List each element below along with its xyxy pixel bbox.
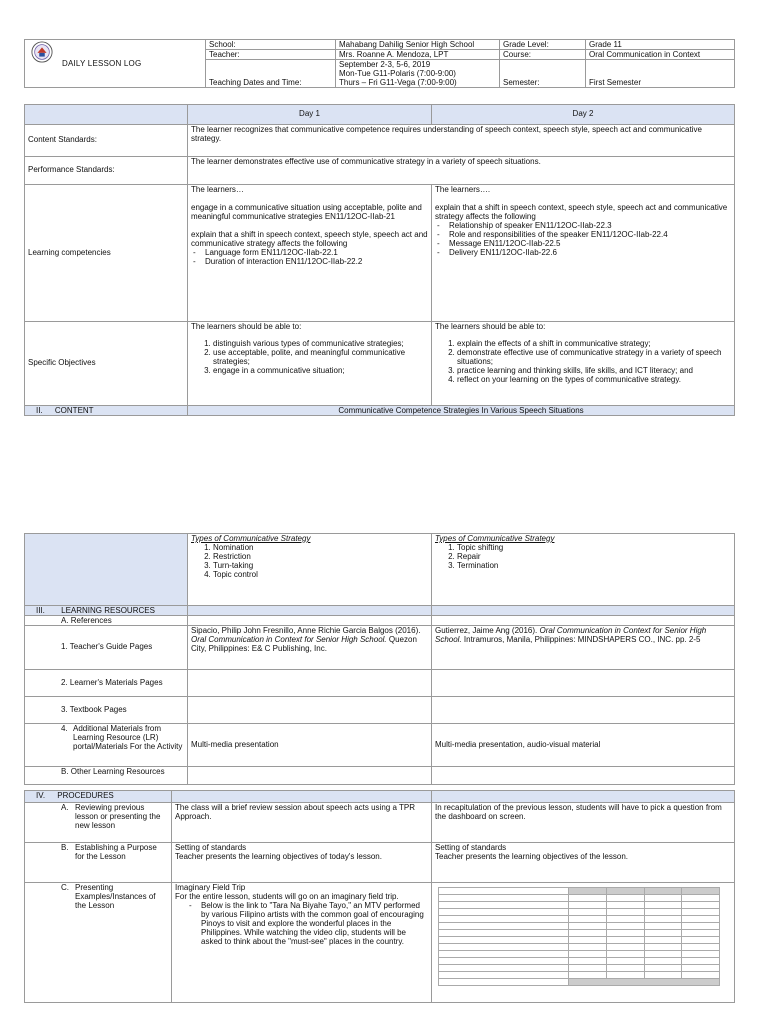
school-value: Mahabang Dahilig Senior High School	[336, 40, 500, 50]
semester-label: Semester:	[500, 60, 586, 88]
competency-item: - Relationship of speaker EN11/12OC-IIab-22.3	[449, 222, 731, 231]
purpose-label	[25, 843, 172, 883]
objectives-day1	[188, 322, 432, 406]
competencies-label: Learning competencies	[25, 185, 188, 322]
review-day1: The class will a brief review session about speech acts using a TPR Approach.	[172, 803, 432, 843]
purpose-line: Teacher presents the learning objectives of the lesson.	[435, 851, 629, 861]
corner-cell	[25, 105, 188, 125]
grade-value: Grade 11	[586, 40, 735, 50]
lr-section-label	[25, 606, 188, 616]
competency-text: engage in a communicative situation using acceptable, polite and meaningful communicative strategies EN11/12OC-IIab-21	[191, 202, 422, 221]
lesson-table-1	[24, 104, 735, 416]
teacher-label: Teacher:	[206, 50, 336, 60]
types-day2	[432, 534, 735, 606]
purpose-day1	[172, 843, 432, 883]
type-item: 1. Topic shifting	[457, 544, 731, 553]
competency-item: - Duration of interaction EN11/12OC-IIab-22.2	[205, 258, 428, 267]
item-label: Establishing a Purpose for the Lesson	[75, 843, 157, 861]
day2-header: Day 2	[432, 105, 735, 125]
header-table	[24, 39, 735, 88]
section-title: LEARNING RESOURCES	[61, 606, 155, 615]
learners-materials-label: 2. Learner's Materials Pages	[25, 670, 188, 697]
grade-label: Grade Level:	[500, 40, 586, 50]
item-number: 4.	[61, 724, 68, 733]
teachers-guide-day1	[188, 626, 432, 670]
item-label: Presenting Examples/Instances of the Lesson	[75, 883, 156, 910]
competencies-day1	[188, 185, 432, 322]
procedures-section-label	[25, 791, 172, 803]
type-item: 4. Topic control	[213, 571, 428, 580]
procedures-day2	[432, 791, 735, 803]
review-day2: In recapitulation of the previous lesson, students will have to pick a question from the dashboard on screen.	[432, 803, 735, 843]
section-number: IV.	[36, 791, 46, 800]
ref-title: Oral Communication in Context for Senior High School.	[191, 634, 387, 644]
additional-materials-label	[25, 724, 188, 767]
examples-day1	[172, 883, 432, 1003]
examples-item: - Below is the link to "Tara Na Biyahe Tayo," an MTV performed by various Filipino artists with the common goal of encouraging Pinoys to visit and explore the wonderful places in the Philippines. While watching the video clip, students will be asked to think about the "must-see" places in the country.	[201, 902, 428, 947]
objective-item: 3. engage in a communicative situation;	[213, 367, 428, 376]
course-label: Course:	[500, 50, 586, 60]
content-standards-label: Content Standards:	[25, 125, 188, 157]
examples-label	[25, 883, 172, 1003]
lr-day1	[188, 606, 432, 616]
dates-value	[336, 60, 500, 88]
ref-publisher: Quezon City, Philippines: E& C Publishing, Inc.	[191, 634, 417, 653]
school-label: School:	[206, 40, 336, 50]
other-resources-day2	[432, 767, 735, 785]
item-number: B.	[61, 843, 69, 852]
section-title: PROCEDURES	[57, 791, 114, 800]
performance-standards-text: The learner demonstrates effective use of communicative strategy in a variety of speech situations.	[188, 157, 735, 185]
other-resources-day1	[188, 767, 432, 785]
competency-item: - Delivery EN11/12OC-IIab-22.6	[449, 249, 731, 258]
competency-text: explain that a shift in speech context, speech style, speech act and communicative strategy affects the following	[191, 229, 428, 248]
other-resources-label: B. Other Learning Resources	[25, 767, 188, 785]
day1-header: Day 1	[188, 105, 432, 125]
ref-publisher: Intramuros, Manila, Philippines: MINDSHAPERS CO., INC. pp. 2-5	[461, 634, 701, 644]
dates-label: Teaching Dates and Time:	[206, 60, 336, 88]
textbook-day1	[188, 697, 432, 724]
objective-item: 3. practice learning and thinking skills, life skills, and ICT literacy; and	[457, 367, 731, 376]
textbook-day2	[432, 697, 735, 724]
examples-text: For the entire lesson, students will go on an imaginary field trip.	[175, 891, 399, 901]
type-item: 2. Repair	[457, 553, 731, 562]
examples-day2	[432, 883, 735, 1003]
additional-materials-day1: Multi-media presentation	[188, 724, 432, 767]
section-number: III.	[36, 606, 45, 615]
teachers-guide-day2	[432, 626, 735, 670]
semester-value: First Semester	[586, 60, 735, 88]
teacher-value: Mrs. Roanne A. Mendoza, LPT	[336, 50, 500, 60]
ref-author: Gutierrez, Jaime Ang (2016).	[435, 626, 540, 635]
competency-intro: The learners….	[435, 185, 491, 194]
review-label	[25, 803, 172, 843]
ref-author: Sipacio, Philip John Fresnillo, Anne Richie Garcia Balgos (2016).	[191, 626, 421, 635]
objectives-label: Specific Objectives	[25, 322, 188, 406]
purpose-line: Setting of standards	[175, 843, 247, 852]
competency-item: - Role and responsibilities of the speaker EN11/12OC-IIab-22.4	[449, 231, 731, 240]
objectives-intro: The learners should be able to:	[191, 322, 302, 331]
dates-line: Thurs – Fri G11-Vega (7:00-9:00)	[339, 78, 457, 87]
competency-text: explain that a shift in speech context, speech style, speech act and communicative strategy affects the following	[435, 202, 728, 221]
textbook-label: 3. Textbook Pages	[25, 697, 188, 724]
procedures-day1	[172, 791, 432, 803]
references-day2	[432, 616, 735, 626]
objective-item: 1. explain the effects of a shift in communicative strategy;	[457, 340, 731, 349]
types-day1	[188, 534, 432, 606]
references-day1	[188, 616, 432, 626]
content-section-label	[25, 406, 188, 416]
competency-item: - Language form EN11/12OC-IIab-22.1	[205, 249, 428, 258]
item-label: Reviewing previous lesson or presenting the new lesson	[75, 803, 161, 830]
item-label: Additional Materials from Learning Resource (LR) portal/Materials For the Activity	[73, 724, 183, 751]
competencies-day2	[432, 185, 735, 322]
objective-item: 2. use acceptable, polite, and meaningful communicative strategies;	[213, 349, 428, 367]
objectives-day2	[432, 322, 735, 406]
lesson-table-2	[24, 533, 735, 785]
objectives-intro: The learners should be able to:	[435, 322, 546, 331]
ref-title: Oral Communication in Context for Senior High School.	[435, 626, 707, 644]
type-item: 2. Restriction	[213, 553, 428, 562]
types-title: Types of Communicative Strategy	[191, 534, 311, 543]
learners-materials-day2	[432, 670, 735, 697]
type-item: 1. Nomination	[213, 544, 428, 553]
dates-line: Mon-Tue G11-Polaris (7:00-9:00)	[339, 69, 456, 78]
section-title: CONTENT	[54, 406, 94, 415]
lr-day2	[432, 606, 735, 616]
lesson-table-3	[24, 790, 735, 1003]
objective-item: 2. demonstrate effective use of communicative strategy in a variety of speech situations;	[457, 349, 731, 367]
type-item: 3. Turn-taking	[213, 562, 428, 571]
objective-item: 4. reflect on your learning on the types of communicative strategy.	[457, 376, 731, 385]
course-value: Oral Communication in Context	[586, 50, 735, 60]
dates-line: September 2-3, 5-6, 2019	[339, 60, 431, 69]
performance-standards-label: Performance Standards:	[25, 157, 188, 185]
purpose-line: Teacher presents the learning objectives of today's lesson.	[175, 851, 382, 861]
content-standards-text: The learner recognizes that communicative competence requires understanding of speech context, speech style, speech act and communicative strategy.	[188, 125, 735, 157]
references-label: A. References	[25, 616, 188, 626]
content-text: Communicative Competence Strategies In Various Speech Situations	[188, 406, 735, 416]
type-item: 3. Termination	[457, 562, 731, 571]
section-number: II.	[36, 406, 43, 415]
deped-seal-icon	[31, 41, 53, 63]
purpose-line: Setting of standards	[435, 843, 507, 852]
rubric-image	[438, 887, 720, 986]
examples-title: Imaginary Field Trip	[175, 883, 246, 892]
item-number: A.	[61, 803, 69, 812]
learners-materials-day1	[188, 670, 432, 697]
daily-lesson-log-title: DAILY LESSON LOG	[62, 59, 142, 68]
teachers-guide-label: 1. Teacher's Guide Pages	[25, 626, 188, 670]
purpose-day2	[432, 843, 735, 883]
log-title-cell	[25, 40, 206, 88]
additional-materials-day2: Multi-media presentation, audio-visual material	[432, 724, 735, 767]
competency-item: - Message EN11/12OC-IIab-22.5	[449, 240, 731, 249]
objective-item: 1. distinguish various types of communicative strategies;	[213, 340, 428, 349]
item-number: C.	[61, 883, 69, 892]
types-title: Types of Communicative Strategy	[435, 534, 555, 543]
competency-intro: The learners…	[191, 185, 244, 194]
types-label-cell	[25, 534, 188, 606]
